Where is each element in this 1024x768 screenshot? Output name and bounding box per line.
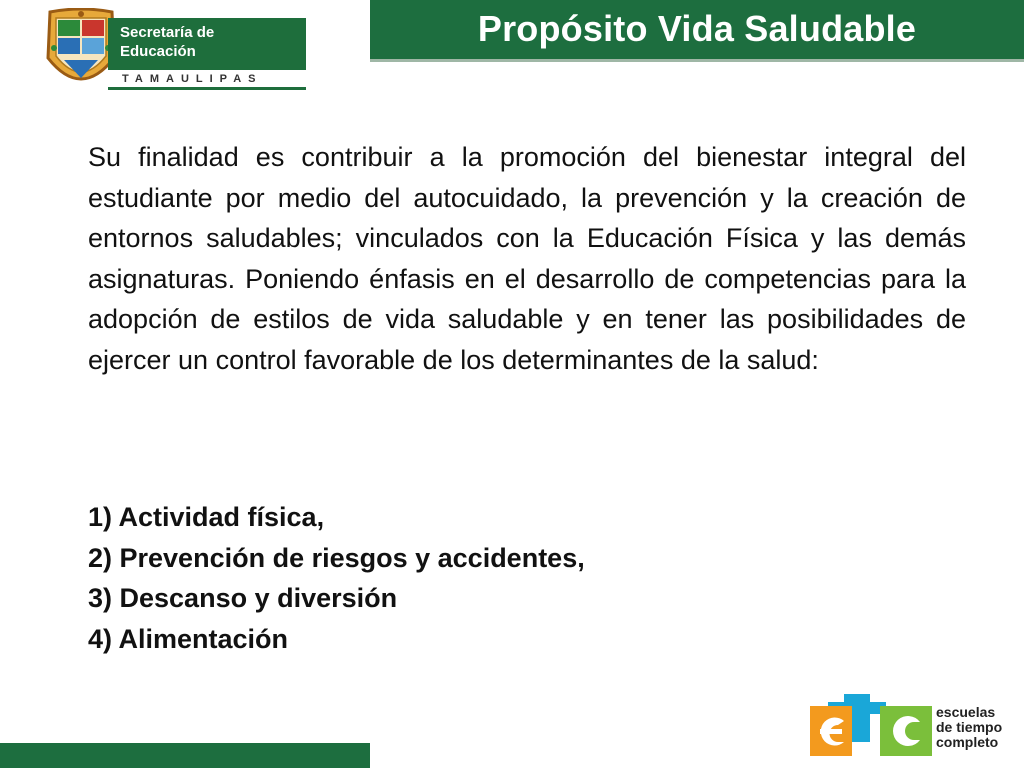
focus-list — [88, 497, 966, 659]
title-bar — [370, 0, 1024, 62]
list-item: 1) Actividad física, — [88, 502, 325, 532]
footer-green-bar — [0, 743, 370, 768]
list-item: 3) Descanso y diversión — [88, 583, 398, 613]
logo-wordmark — [108, 18, 306, 90]
etc-wordmark — [936, 705, 1002, 750]
logo-state-name: TAMAULIPAS — [122, 73, 263, 85]
logo-underline — [108, 87, 306, 90]
etc-line-completo: completo — [936, 734, 999, 750]
logo-line-educacion: Educación — [120, 43, 196, 60]
tamaulipas-seal-icon — [44, 8, 118, 92]
purpose-paragraph: Su finalidad es contribuir a la promoción del bienestar integral del estudiante por medio del autocuidado, la prevención y la creación de entornos saludables; vinculados con la Educación Física y las demás asignaturas. Poniendo énfasis en el desarrollo de competencias para la adopción de estilos de vida saludable y en tener las posibilidades de ejercer un control favorable de los determinantes de la salud: — [88, 142, 966, 375]
list-item: 2) Prevención de riesgos y accidentes, — [88, 542, 585, 573]
secretaria-educacion-logo — [44, 8, 264, 96]
etc-mark-icon — [808, 694, 936, 758]
logo-line-secretaria: Secretaría de — [120, 24, 215, 41]
etc-line-de-tiempo: de tiempo — [936, 719, 1003, 735]
escuelas-tiempo-completo-logo — [808, 694, 1018, 758]
etc-line-escuelas: escuelas — [936, 704, 996, 720]
list-item: 4) Alimentación — [88, 623, 289, 654]
slide-title: Propósito Vida Saludable — [477, 8, 917, 49]
